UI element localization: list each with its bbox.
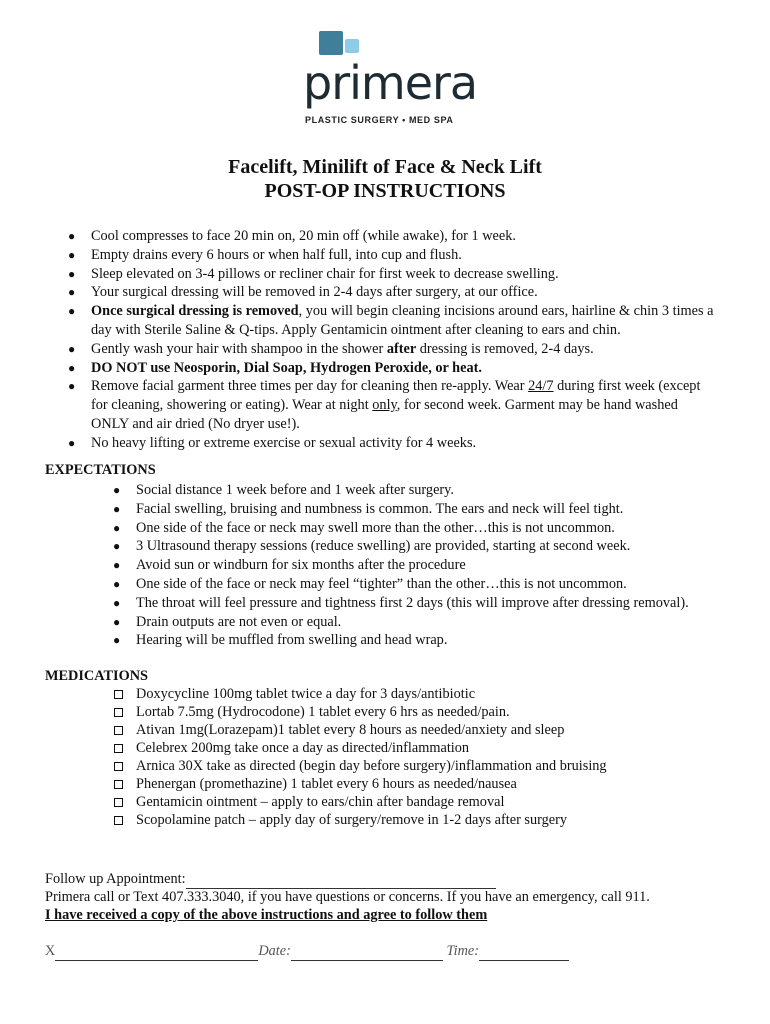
document-subtitle: POST-OP INSTRUCTIONS [264,180,506,202]
expectation-item: ● Facial swelling, bruising and numbness is common. The ears and neck will feel tight. [113,500,624,517]
checkbox-square-icon [114,762,123,771]
bullet-icon: ● [68,266,76,281]
expectation-item: ● Avoid sun or windburn for six months after the procedure [113,557,466,574]
bullet-icon: ● [113,576,121,591]
signature-x: X [45,943,56,959]
checkbox-square-icon [114,798,123,807]
checkbox-square-icon [114,816,123,825]
instruction-item: ● Sleep elevated on 3-4 pillows or recliner chair for first week to decrease swelling. [68,265,559,282]
document-title: Facelift, Minilift of Face & Neck Lift [228,156,542,178]
instruction-item: ● Gently wash your hair with shampoo in the shower after dressing is removed, 2-4 days. [68,340,594,357]
expectation-item: ● Social distance 1 week before and 1 week after surgery. [113,482,454,498]
medication-item: Phenergan (promethazine) 1 tablet every 6 hours as needed/nausea [113,775,713,793]
bullet-icon: ● [113,633,121,648]
expectation-item: ● 3 Ultrasound therapy sessions (reduce swelling) are provided, starting at second week. [113,538,631,555]
bullet-icon: ● [113,614,121,629]
bullet-icon: ● [68,285,76,300]
checkbox-square-icon [114,690,123,699]
medication-item: Doxycycline 100mg tablet twice a day for 3 days/antibiotic [113,685,713,703]
medication-item: Ativan 1mg(Lorazepam)1 tablet every 8 hours as needed/anxiety and sleep [113,721,713,739]
bullet-icon: ● [113,520,121,535]
expectation-item: ● One side of the face or neck may feel “tighter” than the other…this is not uncommon. [113,575,627,592]
bullet-icon: ● [68,341,76,356]
bullet-icon: ● [68,247,76,262]
contact-text: Primera call or Text 407.333.3040, if you have questions or concerns. If you have an emergency, call 911. [45,889,650,905]
medication-item: Lortab 7.5mg (Hydrocodone) 1 tablet every 6 hrs as needed/pain. [113,703,713,721]
agreement-statement: I have received a copy of the above instructions and agree to follow them [45,907,488,923]
followup-appointment-field[interactable] [186,871,496,889]
followup-label: Follow up Appointment: [45,871,186,887]
instruction-item: ● No heavy lifting or extreme exercise or sexual activity for 4 weeks. [68,434,477,451]
checkbox-square-icon [114,726,123,735]
bullet-icon: ● [68,304,76,319]
bullet-icon: ● [113,539,121,554]
instruction-item: ● Cool compresses to face 20 min on, 20 min off (while awake), for 1 week. [68,228,516,244]
checkbox-square-icon [114,744,123,753]
bullet-icon: ● [113,595,121,610]
medications-list [113,685,713,829]
medication-item: Scopolamine patch – apply day of surgery/remove in 1-2 days after surgery [113,811,713,829]
instruction-item: ● Remove facial garment three times per day for cleaning then re-apply. Wear 24/7 during first week (except for cleaning, showering or eating). Wear at night only, for second week. Garment may be hand washed ONLY and air dried (No dryer use!). [68,378,701,432]
logo-wordmark: primera [303,56,478,110]
expectations-heading: EXPECTATIONS [45,462,156,478]
logo-square-dark [319,31,343,55]
checkbox-square-icon [114,780,123,789]
bullet-icon: ● [113,501,121,516]
primera-logo [303,31,478,127]
expectation-item: ● The throat will feel pressure and tightness first 2 days (this will improve after dressing removal). [113,594,689,611]
bullet-icon: ● [68,435,76,450]
medication-item: Gentamicin ointment – apply to ears/chin after bandage removal [113,793,713,811]
bullet-icon: ● [68,229,76,243]
bullet-icon: ● [113,483,121,497]
expectation-item: ● Drain outputs are not even or equal. [113,613,342,630]
bullet-icon: ● [113,558,121,573]
medication-item: Celebrex 200mg take once a day as directed/inflammation [113,739,713,757]
instruction-item: ● Your surgical dressing will be removed in 2-4 days after surgery, at our office. [68,284,538,301]
signature-row [45,943,569,961]
expectation-item: ● One side of the face or neck may swell more than the other…this is not uncommon. [113,519,615,536]
time-field[interactable] [479,943,569,961]
medication-item: Arnica 30X take as directed (begin day before surgery)/inflammation and bruising [113,757,713,775]
instructions-list [68,227,718,453]
time-label: Time: [446,943,480,959]
medications-heading: MEDICATIONS [45,668,149,684]
logo-square-light [345,39,359,53]
checkbox-square-icon [114,708,123,717]
instruction-item: ● DO NOT use Neosporin, Dial Soap, Hydrogen Peroxide, or heat. [68,359,482,376]
logo-tagline: PLASTIC SURGERY • MED SPA [305,115,454,125]
bullet-icon: ● [68,360,76,375]
signature-field[interactable] [55,943,258,961]
bullet-icon: ● [68,379,76,394]
expectations-list [113,481,733,650]
followup-appointment [45,871,496,889]
expectation-item: ● Hearing will be muffled from swelling and head wrap. [113,632,448,649]
date-label: Date: [258,943,291,959]
instruction-item: ● Empty drains every 6 hours or when half full, into cup and flush. [68,246,462,263]
date-field[interactable] [291,943,443,961]
instruction-item: ● Once surgical dressing is removed, you will begin cleaning incisions around ears, hairline & chin 3 times a day with Sterile Saline & Q-tips. Apply Gentamicin ointment after cleaning to ears and chin. [68,303,714,338]
